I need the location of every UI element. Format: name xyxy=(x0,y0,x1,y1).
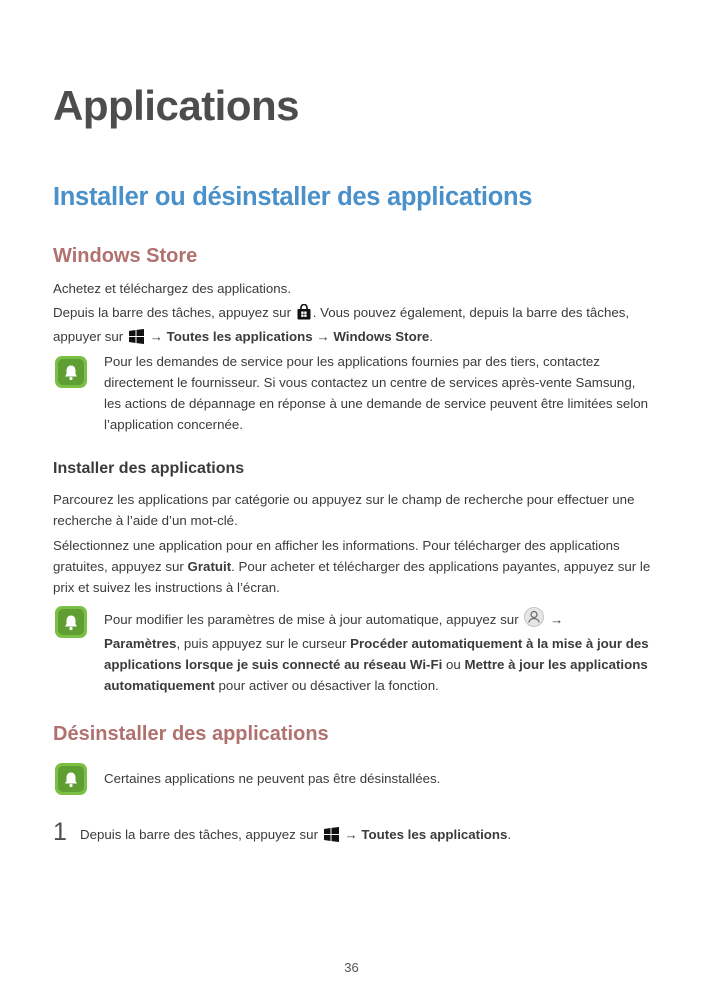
step-text: Depuis la barre des tâches, appuyez sur → Toutes les applications. xyxy=(80,824,511,848)
install-para-browse: Parcourez les applications par catégorie ou appuyez sur le champ de recherche pour effectuer une recherche à l’aide d’un mot-clé. xyxy=(53,492,635,528)
windows-start-icon xyxy=(324,827,339,848)
step-number: 1 xyxy=(53,818,67,846)
note-icon xyxy=(55,763,87,795)
section-title: Installer ou désinstaller des applications xyxy=(53,183,533,211)
install-heading: Installer des applications xyxy=(53,460,245,477)
uninstall-heading: Désinstaller des applications xyxy=(53,723,329,745)
note-icon xyxy=(55,606,87,638)
auto-update-note: Pour modifier les paramètres de mise à jour automatique, appuyez sur → Paramètres, puis appuyez sur le curseur Procéder automatiquement à la mise à jour des applications lorsque je suis connecté au réseau Wi-Fi ou Mettre à jour les applications automatiquement pour activer ou désactiver la fonction. xyxy=(104,607,652,696)
account-icon xyxy=(524,607,544,633)
store-bag-icon xyxy=(297,304,311,326)
windows-start-icon xyxy=(129,329,144,350)
chapter-title: Applications xyxy=(53,82,300,129)
windows-store-instructions: Depuis la barre des tâches, appuyez sur . Vous pouvez également, depuis la barre des tâches, appuyer sur → Toutes les applications → Windows Store. xyxy=(53,302,653,350)
uninstall-note: Certaines applications ne peuvent pas être désinstallées. xyxy=(104,771,441,786)
windows-store-heading: Windows Store xyxy=(53,245,198,267)
install-para-download: Sélectionnez une application pour en afficher les informations. Pour télécharger des applications gratuites, appuyez sur Gratuit. Pour acheter et télécharger des applications payantes, appuyez sur le prix et suivez les instructions à l’écran. xyxy=(53,538,651,595)
third-party-note: Pour les demandes de service pour les applications fournies par des tiers, contactez directement le fournisseur. Si vous contactez un centre de services après-vente Samsung, les actions de dépannage en réponse à une demande de service peuvent être limitées selon l’application concernée. xyxy=(104,354,649,432)
windows-store-intro: Achetez et téléchargez des applications. xyxy=(53,281,292,296)
page-number: 36 xyxy=(344,960,359,975)
note-icon xyxy=(55,356,87,388)
